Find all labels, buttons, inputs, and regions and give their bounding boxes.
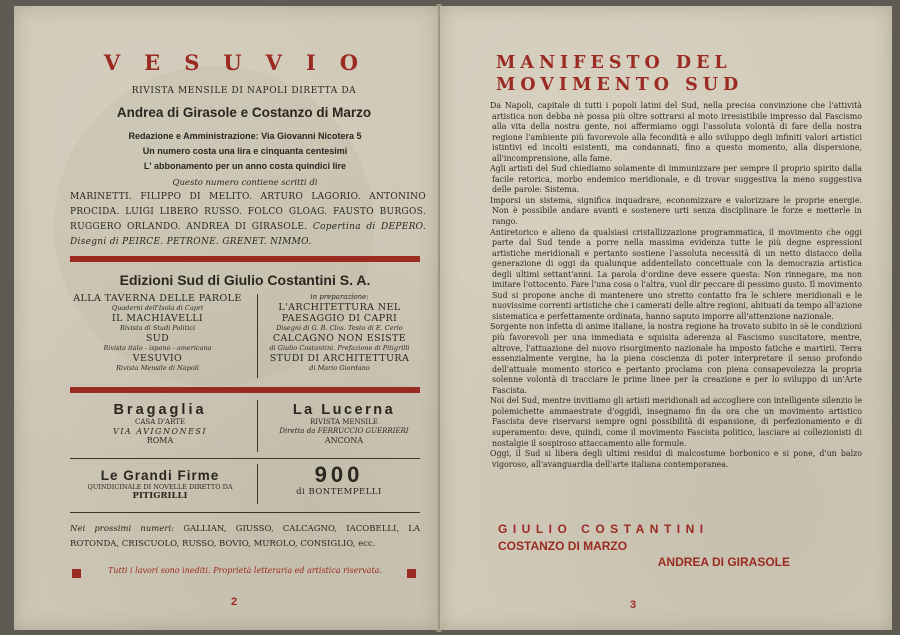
- edition-title: VESUVIO: [132, 353, 183, 364]
- contributors-list: [70, 190, 426, 250]
- ads-divider-2: [257, 464, 258, 504]
- edition-subtitle: Disegni di G. B. Clos. Testo di E. Cerio: [276, 324, 403, 332]
- manifesto-paragraph: Imporsi un sistema, significa inquadrare, economizzare e valorizzare le proprie energie. Non è possibile andare avanti e sostenere urti senza disciplinare le forze e metterle in rango.: [490, 195, 862, 227]
- masthead-subtitle: RIVISTA MENSILE DI NAPOLI DIRETTA DA: [131, 86, 357, 96]
- manifesto-paragraph: Noi del Sud, mentre invitiamo gli artisti meridionali ad accogliere con intelligente silenzio le polemichette ammaestrate d'oggidì, insegnamo fin da ora che un movimento artistico Fascista deve riservarsi sempre ogni possibilità di espansione, di perfezionamento e di superamento: deve, quindi, come il movimento Fascista politico, lasciare ai collezionisti di nostalgie il sospiroso attaccamento alle formule.: [490, 396, 862, 448]
- grandi-firme-line2: PITIGRILLI: [132, 491, 188, 501]
- upcoming-label: Nei prossimi numeri:: [70, 524, 175, 534]
- right-page: [440, 6, 892, 630]
- lucerna-name: La Lucerna: [292, 402, 396, 418]
- edition-title: SUD: [145, 333, 170, 344]
- manifesto-paragraph: Sorgente non infetta di anime italiane, la nostra regione ha trovato subito in sè le condizioni più favorevoli per una immediata e squisita aderenza al Fascismo suscitatore, mentre, altrove, l'attuazione del nuovo risorgimento nazionale ha imposto fatiche e martirii. Terra essenzialmente vergine, ha la piena coscienza di poter interpretare il senso profondo dell'attuale momento storico e pertanto proclama con piena consapevolezza la propria solenne volontà di tracciare le prime linee per la creazione e per lo sviluppo di un'Arte Fascista.: [490, 322, 862, 395]
- admin-price: Un numero costa una lira e cinquanta centesimi: [142, 146, 348, 156]
- editions-right-column: [252, 293, 427, 373]
- manifesto-paragraph: Oggi, il Sud si libera degli ultimi residui di malcostume borbonico e si pone, d'un balzo vigoroso, all'avanguardia dell'arte italiana contemporanea.: [490, 449, 862, 469]
- bragaglia-line3: ROMA: [146, 436, 174, 445]
- manifesto-body: [492, 101, 862, 470]
- grandi-firme-ad: [70, 468, 250, 501]
- edition-subtitle: di Giulio Costantini. Prefazione di Pitigrilli: [269, 344, 410, 352]
- manifesto-title-line2: MOVIMENTO SUD: [496, 75, 744, 95]
- edition-subtitle: Rivista di Studi Politici: [119, 324, 196, 332]
- novecento-ad: [264, 462, 414, 497]
- in-preparation-label: in preparazione:: [310, 293, 369, 301]
- upcoming-list: GALLIAN, GIUSSO, CALCAGNO, IACOBELLI, LA ROTONDA, CRISCUOLO, RUSSO, BOVIO, MUROLO, CONSIGLIO, ecc.: [70, 524, 421, 549]
- edition-subtitle: Rivista Mensile di Napoli: [116, 364, 199, 372]
- directors-line: Andrea di Girasole e Costanzo di Marzo: [116, 105, 372, 120]
- ads-divider: [257, 400, 258, 452]
- grandi-firme-name: Le Grandi Firme: [100, 468, 220, 483]
- edition-subtitle: Rivista italo - ispano - americana: [103, 344, 212, 352]
- signature-costantini: GIULIO COSTANTINI: [498, 522, 709, 536]
- page-number-right: 3: [629, 599, 637, 611]
- edition-subtitle: Quaderni dell'Isola di Capri: [111, 304, 204, 312]
- grandi-firme-line1: QUINDICINALE DI NOVELLE DIRETTO DA: [87, 483, 233, 491]
- edition-title: STUDI DI ARCHITETTURA: [269, 353, 410, 364]
- admin-address: Redazione e Amministrazione: Via Giovanni Nicotera 5: [128, 131, 362, 141]
- manifesto-title: [496, 52, 866, 96]
- lucerna-ad: [264, 402, 424, 445]
- red-square-right: [407, 569, 416, 578]
- lucerna-line3: ANCONA: [324, 436, 364, 445]
- manifesto-paragraph: Da Napoli, capitale di tutti i popoli latini del Sud, nella precisa convinzione che l'attività artistica non debba nè possa più oltre sottrarsi al moto irresistibile impresso dal Fascismo alla vita della nostra gente, noi affermiamo oggi l'assoluta volontà di fare della nostra regione l'ambiente più favorevole alla fecondità e allo sviluppo degli infiniti valori artistici istintivi ed incolti esistenti, ma condannati, fino a questo momento, alla dispersione, all'incomprensione, alla fame.: [490, 101, 862, 163]
- bragaglia-line1: CASA D'ARTE: [134, 418, 185, 426]
- left-page: [14, 6, 438, 630]
- rights-notice: Tutti i lavori sono inediti. Proprietà letteraria ed artistica riservata.: [108, 566, 382, 575]
- manifesto-title-line1: MANIFESTO DEL: [496, 53, 732, 73]
- novecento-line1: di BONTEMPELLI: [296, 487, 382, 497]
- edition-title: L'ARCHITETTURA NEL PAESAGGIO DI CAPRI: [278, 302, 401, 324]
- ads-rule-2: [70, 512, 420, 513]
- publisher-title: Edizioni Sud di Giulio Costantini S. A.: [119, 272, 371, 288]
- page-number-left: 2: [230, 596, 238, 608]
- issue-contents-label: Questo numero contiene scritti di: [172, 178, 318, 188]
- edition-title: ALLA TAVERNA DELLE PAROLE: [73, 293, 242, 304]
- lucerna-line2: Diretta da FERRUCCIO GUERRIERI: [279, 427, 409, 435]
- bragaglia-name: Bragaglia: [113, 402, 207, 418]
- editions-left-column: [70, 293, 245, 373]
- signature-di-girasole: ANDREA DI GIRASOLE: [657, 555, 790, 569]
- bragaglia-line2: VIA AVIGNONESI: [112, 427, 207, 436]
- novecento-name: 900: [314, 462, 364, 487]
- red-divider-top: [70, 256, 420, 262]
- manifesto-paragraph: Antiretorico e alieno da qualsiasi cristallizzazione programmatica, il movimento che oggi parte dal Sud tende a porre nella massima evidenza tutte le più degne espressioni artistiche meridionali e pertanto sostiene l'assoluta necessità di un netto distacco della generazione di oggi da qualunque addentellato concettuale con la democrazia artistica degli ultimi settant'anni. La parola d'ordine deve essere questa: Non rinnegare, ma non imitare l'ottocento. Fare l'una cosa o l'altra, vuol dir peccare di pessimo gusto. Il movimento Sud si propone anche di mantenere uno stretto contatto fra le schiere meridionali e le nuovissime correnti artistiche che i camerati delle altre regioni, abituati da tempo all'azione sistematica e perfettamente ordinata, hanno saputo imporre all'attenzione nazionale.: [490, 227, 862, 321]
- signature-di-marzo: COSTANZO DI MARZO: [498, 539, 628, 553]
- lucerna-line1: RIVISTA MENSILE: [310, 418, 378, 426]
- edition-title: CALCAGNO NON ESISTE: [272, 333, 407, 344]
- admin-subscription: L' abbonamento per un anno costa quindici lire: [143, 161, 347, 171]
- masthead-vesuvio: VESUVIO: [103, 50, 383, 75]
- contributors-tail: Copertina di DEPERO. Disegni di PEIRCE. PETRONE. GRENET. NIMMO.: [70, 222, 426, 247]
- red-divider-middle: [70, 387, 420, 393]
- ads-rule: [70, 458, 420, 459]
- contributors-names: MARINETTI. FILIPPO DI MELITO. ARTURO LAGORIO. ANTONINO PROCIDA. LUIGI LIBERO RUSSO. FOLCO GLOAG. FAUSTO BURGOS. RUGGERO ORLANDO. ANDREA DI GIRASOLE.: [70, 192, 426, 232]
- manifesto-paragraph: Agli artisti del Sud chiediamo solamente di immunizzare per sempre il proprio spirito dalla facile retorica, morbo endemico meridionale, e di trovar suggestiva la meno suggestiva delle parole: Sistema.: [490, 164, 862, 195]
- bragaglia-ad: [70, 402, 250, 445]
- edition-subtitle: di Mario Giordano: [309, 364, 370, 372]
- upcoming-authors: [70, 522, 420, 552]
- edition-title: IL MACHIAVELLI: [111, 313, 204, 324]
